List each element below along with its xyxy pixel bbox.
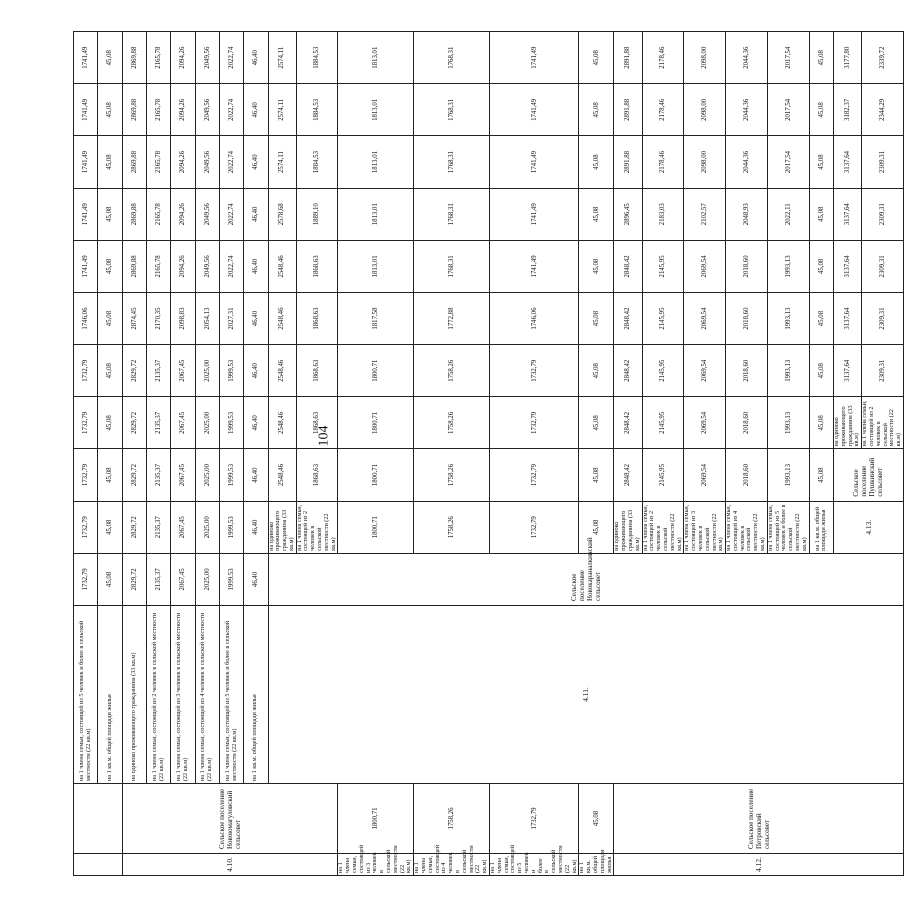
value-cell: 1741,49 (490, 136, 579, 188)
value-cell: 2829,72 (122, 397, 146, 449)
value-cell: 1741,49 (490, 188, 579, 240)
value-cell: 45,08 (579, 397, 614, 449)
value-cell: 2069,54 (684, 449, 726, 501)
value-cell: 2098,00 (684, 84, 726, 136)
value-cell: 3137,64 (833, 345, 861, 397)
value-cell: 1732,79 (74, 345, 98, 397)
value-cell: 2165,78 (146, 32, 170, 84)
value-cell: 45,08 (809, 345, 833, 397)
value-cell: 2025,00 (195, 345, 219, 397)
row-description: на 1 члена семьи, состоящей из 5 человек и более в сельской местности (22 кв.м) (490, 854, 579, 876)
value-cell: 1993,13 (767, 397, 809, 449)
row-description: на 1 члена семьи, состоящей из 5 человек и более в сельской местности (22 кв.м) (767, 501, 809, 553)
value-cell: 2548,46 (268, 292, 296, 344)
value-cell: 2094,26 (171, 240, 195, 292)
row-code (74, 854, 123, 876)
value-cell: 2869,88 (122, 240, 146, 292)
value-cell: 1800,71 (338, 397, 414, 449)
value-cell: 2022,74 (219, 188, 243, 240)
value-cell: 1732,79 (490, 345, 579, 397)
value-cell: 2027,31 (219, 292, 243, 344)
value-cell: 2049,56 (195, 84, 219, 136)
value-cell: 2309,31 (862, 136, 904, 188)
value-cell: 2025,00 (195, 501, 219, 553)
row-description: на 1 кв.м. общей площади жилья (244, 606, 268, 784)
row-description: на 1 члена семьи, состоящей из 2 человек в сельской местности (22 кв.м) (146, 606, 170, 784)
value-cell: 1741,49 (74, 84, 98, 136)
value-cell: 1732,79 (74, 553, 98, 605)
value-cell: 2829,72 (122, 501, 146, 553)
value-cell: 2069,54 (684, 240, 726, 292)
value-cell: 1813,01 (338, 136, 414, 188)
value-cell: 2829,72 (122, 553, 146, 605)
value-cell: 2344,29 (862, 84, 904, 136)
value-cell: 2145,95 (642, 292, 684, 344)
table-row (98, 32, 122, 876)
row-description: на 1 члена семьи, состоящей из 4 человек в сельской местности (22 кв.м) (726, 501, 768, 553)
value-cell: 1800,71 (338, 449, 414, 501)
table-row (74, 32, 98, 876)
value-cell: 2018,60 (726, 345, 768, 397)
settlement-name: Сельское поселение Новоюмагуловский сельсовет (122, 784, 338, 854)
table-row (219, 32, 243, 876)
value-cell: 1813,01 (338, 240, 414, 292)
value-cell: 1800,71 (338, 345, 414, 397)
value-cell: 2049,56 (195, 188, 219, 240)
row-code: 4.11. (268, 606, 903, 784)
value-cell: 2018,60 (726, 449, 768, 501)
value-cell: 1758,26 (414, 784, 490, 854)
value-cell: 1993,13 (767, 292, 809, 344)
value-cell: 1999,53 (219, 449, 243, 501)
value-cell: 1868,63 (296, 345, 338, 397)
value-cell: 45,08 (98, 136, 122, 188)
value-cell: 2049,56 (195, 240, 219, 292)
value-cell: 1741,49 (490, 32, 579, 84)
value-cell: 2848,42 (614, 397, 642, 449)
value-cell: 2848,42 (614, 345, 642, 397)
value-cell: 2067,45 (171, 449, 195, 501)
value-cell: 2017,54 (767, 136, 809, 188)
value-cell: 2067,45 (171, 397, 195, 449)
value-cell: 45,08 (579, 136, 614, 188)
value-cell: 2098,83 (171, 292, 195, 344)
settlement-name: Сельское поселение Петровский сельсовет (614, 784, 904, 854)
value-cell: 2017,54 (767, 84, 809, 136)
value-cell: 1999,53 (219, 501, 243, 553)
value-cell: 2102,57 (684, 188, 726, 240)
value-cell: 1758,26 (414, 397, 490, 449)
row-description: на 1 члена семьи, состоящей из 4 человек в сельской местности (22 кв.м) (195, 606, 219, 784)
settlement-name: Сельское поселение Пушкинский сельсовет (833, 449, 903, 501)
value-cell: 3137,64 (833, 292, 861, 344)
value-cell: 2848,42 (614, 240, 642, 292)
value-cell: 2018,60 (726, 240, 768, 292)
value-cell: 46,40 (244, 188, 268, 240)
table-row (146, 32, 170, 876)
value-cell: 1889,10 (296, 188, 338, 240)
value-cell: 3137,64 (833, 188, 861, 240)
value-cell: 1999,53 (219, 553, 243, 605)
value-cell: 2578,68 (268, 188, 296, 240)
value-cell: 2025,00 (195, 397, 219, 449)
row-code: 4.13. (833, 501, 903, 553)
value-cell: 46,40 (244, 84, 268, 136)
value-cell: 2891,88 (614, 84, 642, 136)
housing-cost-table (73, 31, 904, 876)
table-row (122, 32, 146, 876)
value-cell: 1800,71 (338, 784, 414, 854)
value-cell: 46,40 (244, 136, 268, 188)
value-cell: 1768,31 (414, 32, 490, 84)
value-cell: 1999,53 (219, 397, 243, 449)
value-cell: 2869,88 (122, 84, 146, 136)
value-cell: 1884,53 (296, 136, 338, 188)
row-description: на 1 кв.м. общей площади жилья (809, 501, 833, 553)
value-cell: 1884,53 (296, 84, 338, 136)
value-cell: 45,08 (809, 84, 833, 136)
value-cell: 2548,46 (268, 240, 296, 292)
value-cell: 2829,72 (122, 345, 146, 397)
value-cell: 1758,26 (414, 449, 490, 501)
value-cell: 2044,36 (726, 84, 768, 136)
value-cell: 45,08 (579, 240, 614, 292)
row-code: 4.10. (122, 854, 338, 876)
row-description: на одиноко проживающего гражданина (33 кв.м) (268, 501, 296, 553)
value-cell: 2574,11 (268, 84, 296, 136)
value-cell: 2098,00 (684, 32, 726, 84)
value-cell: 2145,95 (642, 449, 684, 501)
row-description: на 1 члена семьи, состоящей из 4 человек в сельской местности (22 кв.м) (414, 854, 490, 876)
value-cell: 45,08 (98, 553, 122, 605)
value-cell: 1768,31 (414, 188, 490, 240)
row-description: на 1 кв.м. общей площади жилья (98, 606, 122, 784)
page-number: 104 (316, 425, 332, 447)
value-cell: 2094,26 (171, 188, 195, 240)
value-cell: 1813,01 (338, 188, 414, 240)
value-cell: 2098,00 (684, 136, 726, 188)
value-cell: 1732,79 (490, 397, 579, 449)
value-cell: 2069,54 (684, 397, 726, 449)
value-cell: 1732,79 (74, 449, 98, 501)
value-cell: 2022,74 (219, 32, 243, 84)
row-description: на одиноко проживающего гражданина (33 кв.м) (122, 606, 146, 784)
value-cell: 45,08 (98, 397, 122, 449)
value-cell: 1746,06 (490, 292, 579, 344)
value-cell: 45,08 (579, 501, 614, 553)
row-description: на 1 кв.м. общей площади жилья (579, 854, 614, 876)
value-cell: 45,08 (98, 32, 122, 84)
table-row (171, 32, 195, 876)
value-cell: 2022,74 (219, 240, 243, 292)
row-description: на одиноко проживающего гражданина (33 кв.м) (614, 501, 642, 553)
settlement-name (74, 784, 123, 854)
value-cell: 2067,45 (171, 553, 195, 605)
value-cell: 2094,26 (171, 32, 195, 84)
value-cell: 46,40 (244, 449, 268, 501)
value-cell: 2869,88 (122, 32, 146, 84)
value-cell: 2048,93 (726, 188, 768, 240)
value-cell: 45,08 (809, 449, 833, 501)
value-cell: 2309,31 (862, 292, 904, 344)
value-cell: 45,08 (98, 501, 122, 553)
value-cell: 2178,46 (642, 32, 684, 84)
value-cell: 2069,54 (684, 292, 726, 344)
value-cell: 2548,46 (268, 449, 296, 501)
value-cell: 45,08 (98, 188, 122, 240)
value-cell: 2049,56 (195, 32, 219, 84)
value-cell: 1817,58 (338, 292, 414, 344)
value-cell: 2145,95 (642, 345, 684, 397)
value-cell: 1868,63 (296, 397, 338, 449)
value-cell: 1993,13 (767, 345, 809, 397)
value-cell: 2869,88 (122, 188, 146, 240)
value-cell: 1732,79 (490, 501, 579, 553)
table-row (195, 32, 219, 876)
value-cell: 2165,78 (146, 84, 170, 136)
value-cell: 2145,95 (642, 240, 684, 292)
value-cell: 1758,26 (414, 501, 490, 553)
row-description: на 1 члена семьи, состоящей из 3 человек в сельской местности (22 кв.м) (684, 501, 726, 553)
value-cell: 2178,46 (642, 136, 684, 188)
row-description: на 1 члена семьи, состоящей из 5 человек и более в сельской местности (22 кв.м) (219, 606, 243, 784)
value-cell: 1741,49 (74, 32, 98, 84)
value-cell: 45,08 (809, 136, 833, 188)
value-cell: 45,08 (98, 345, 122, 397)
table-row (244, 32, 268, 876)
value-cell: 2891,88 (614, 32, 642, 84)
row-description: на 1 члена семьи, состоящей из 3 человек в сельской местности (22 кв.м) (338, 854, 414, 876)
value-cell: 1768,31 (414, 84, 490, 136)
value-cell: 45,08 (809, 32, 833, 84)
value-cell: 2170,35 (146, 292, 170, 344)
value-cell: 1741,49 (490, 84, 579, 136)
value-cell: 2165,78 (146, 188, 170, 240)
table-body (74, 32, 904, 876)
row-description: на 1 члена семьи, состоящей из 2 человек в сельской местности (22 кв.м) (296, 501, 338, 553)
value-cell: 2891,88 (614, 136, 642, 188)
value-cell: 2848,42 (614, 449, 642, 501)
value-cell: 3137,64 (833, 240, 861, 292)
value-cell: 1746,06 (74, 292, 98, 344)
value-cell: 45,08 (579, 292, 614, 344)
value-cell: 2018,60 (726, 397, 768, 449)
value-cell: 46,40 (244, 553, 268, 605)
row-description: на одиноко проживающего гражданина (33 кв.м) (833, 397, 861, 449)
value-cell: 45,08 (579, 449, 614, 501)
value-cell: 1732,79 (490, 449, 579, 501)
value-cell: 45,08 (809, 397, 833, 449)
value-cell: 2309,31 (862, 345, 904, 397)
value-cell: 46,40 (244, 397, 268, 449)
value-cell: 1732,79 (74, 397, 98, 449)
value-cell: 2309,31 (862, 240, 904, 292)
value-cell: 1768,31 (414, 136, 490, 188)
row-code: 4.12. (614, 854, 904, 876)
value-cell: 2135,37 (146, 449, 170, 501)
value-cell: 1999,53 (219, 345, 243, 397)
value-cell: 2049,56 (195, 136, 219, 188)
value-cell: 2165,78 (146, 136, 170, 188)
value-cell: 45,08 (579, 345, 614, 397)
value-cell: 2135,37 (146, 397, 170, 449)
value-cell: 1741,49 (74, 240, 98, 292)
value-cell: 2135,37 (146, 553, 170, 605)
value-cell: 45,08 (809, 292, 833, 344)
value-cell: 45,08 (579, 32, 614, 84)
value-cell: 1993,13 (767, 240, 809, 292)
value-cell: 2044,36 (726, 32, 768, 84)
value-cell: 3137,64 (833, 136, 861, 188)
value-cell: 45,08 (809, 240, 833, 292)
value-cell: 1741,49 (74, 188, 98, 240)
value-cell: 45,08 (809, 188, 833, 240)
value-cell: 1741,49 (490, 240, 579, 292)
value-cell: 1993,13 (767, 449, 809, 501)
value-cell: 45,08 (98, 240, 122, 292)
value-cell: 45,08 (98, 449, 122, 501)
value-cell: 2022,74 (219, 136, 243, 188)
value-cell: 46,40 (244, 345, 268, 397)
value-cell: 2017,54 (767, 32, 809, 84)
value-cell: 1732,79 (490, 784, 579, 854)
value-cell: 2135,37 (146, 345, 170, 397)
value-cell: 45,08 (98, 84, 122, 136)
value-cell: 2896,45 (614, 188, 642, 240)
value-cell: 46,40 (244, 292, 268, 344)
value-cell: 45,08 (579, 84, 614, 136)
value-cell: 2309,31 (862, 188, 904, 240)
value-cell: 46,40 (244, 32, 268, 84)
value-cell: 1732,79 (74, 501, 98, 553)
row-description: на 1 члена семьи, состоящей из 2 человек в сельской местности (22 кв.м) (862, 397, 904, 449)
value-cell: 2018,60 (726, 292, 768, 344)
value-cell: 2874,45 (122, 292, 146, 344)
value-cell: 2094,26 (171, 84, 195, 136)
value-cell: 2067,45 (171, 501, 195, 553)
value-cell: 2178,46 (642, 84, 684, 136)
value-cell: 2022,11 (767, 188, 809, 240)
value-cell: 1813,01 (338, 32, 414, 84)
row-description: на 1 члена семьи, состоящей из 3 человек в сельской местности (22 кв.м) (171, 606, 195, 784)
value-cell: 1813,01 (338, 84, 414, 136)
value-cell: 45,08 (579, 188, 614, 240)
value-cell: 2022,74 (219, 84, 243, 136)
value-cell: 1758,26 (414, 345, 490, 397)
value-cell: 2054,13 (195, 292, 219, 344)
rotated-table-wrapper (73, 32, 903, 876)
value-cell: 2848,42 (614, 292, 642, 344)
row-description: на 1 члена семьи, состоящей из 5 человек и более в сельской местности (22 кв.м) (74, 606, 98, 784)
value-cell: 2548,46 (268, 397, 296, 449)
value-cell: 1768,31 (414, 240, 490, 292)
value-cell: 1800,71 (338, 501, 414, 553)
value-cell: 2574,11 (268, 32, 296, 84)
value-cell: 1741,49 (74, 136, 98, 188)
value-cell: 46,40 (244, 240, 268, 292)
value-cell: 2135,37 (146, 501, 170, 553)
value-cell: 3182,37 (833, 84, 861, 136)
value-cell: 2339,72 (862, 32, 904, 84)
value-cell: 1868,63 (296, 240, 338, 292)
value-cell: 1772,88 (414, 292, 490, 344)
value-cell: 2165,78 (146, 240, 170, 292)
value-cell: 2044,36 (726, 136, 768, 188)
value-cell: 2145,95 (642, 397, 684, 449)
value-cell: 2025,00 (195, 553, 219, 605)
value-cell: 2069,54 (684, 345, 726, 397)
value-cell: 1868,63 (296, 292, 338, 344)
value-cell: 2869,88 (122, 136, 146, 188)
value-cell: 2067,45 (171, 345, 195, 397)
value-cell: 3177,80 (833, 32, 861, 84)
settlement-name: Сельское поселение Новокараналкинский сельсовет (268, 553, 903, 605)
value-cell: 45,08 (579, 784, 614, 854)
value-cell: 2574,11 (268, 136, 296, 188)
value-cell: 2094,26 (171, 136, 195, 188)
value-cell: 1884,53 (296, 32, 338, 84)
value-cell: 2829,72 (122, 449, 146, 501)
table-row (268, 32, 296, 876)
value-cell: 2183,03 (642, 188, 684, 240)
value-cell: 1868,63 (296, 449, 338, 501)
value-cell: 2025,00 (195, 449, 219, 501)
value-cell: 2548,46 (268, 345, 296, 397)
value-cell: 46,40 (244, 501, 268, 553)
row-description: на 1 члена семьи, состоящей из 2 человек в сельской местности (22 кв.м) (642, 501, 684, 553)
value-cell: 45,08 (98, 292, 122, 344)
